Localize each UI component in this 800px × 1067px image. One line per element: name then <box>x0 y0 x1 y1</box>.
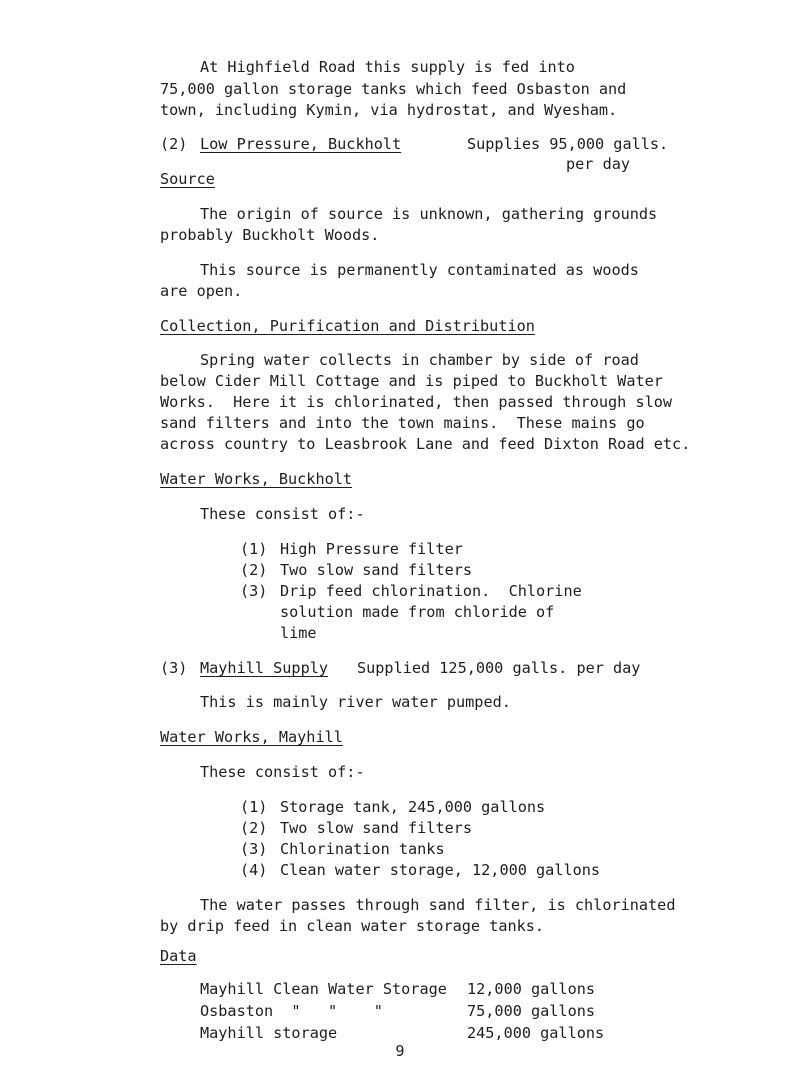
collection-line-2: below Cider Mill Cottage and is piped to Buckholt Water <box>160 372 663 390</box>
collection-line-3: Works. Here it is chlorinated, then passed through slow <box>160 393 673 411</box>
data-row-label: Mayhill Clean Water Storage <box>200 980 447 998</box>
mayhill-passes-line-2: by drip feed in clean water storage tanks. <box>160 917 545 935</box>
origin-line-1: The origin of source is unknown, gathering grounds <box>200 205 658 223</box>
buckholt-item-number: (1) <box>240 540 268 558</box>
intro-line-1: At Highfield Road this supply is fed into <box>200 58 575 76</box>
buckholt-heading: Low Pressure, Buckholt <box>200 135 402 153</box>
buckholt-item-number: (3) <box>240 582 268 600</box>
buckholt-item-3-continued: solution made from chloride of <box>280 603 555 621</box>
mayhill-item-text: Two slow sand filters <box>280 819 473 837</box>
collection-line-1: Spring water collects in chamber by side of road <box>200 351 639 369</box>
mayhill-item-number: (1) <box>240 798 268 816</box>
mayhill-works-heading: Water Works, Mayhill <box>160 728 343 746</box>
intro-line-3: town, including Kymin, via hydrostat, and Wyesham. <box>160 101 618 119</box>
mayhill-item-number: (2) <box>240 819 268 837</box>
collection-heading: Collection, Purification and Distribution <box>160 317 535 335</box>
mayhill-river-note: This is mainly river water pumped. <box>200 693 511 711</box>
data-row-value: 12,000 gallons <box>467 980 596 998</box>
source-label: Source <box>160 170 215 188</box>
buckholt-item-text: High Pressure filter <box>280 540 463 558</box>
buckholt-item-number: (2) <box>240 561 268 579</box>
mayhill-consist: These consist of:- <box>200 763 365 781</box>
data-heading: Data <box>160 947 197 965</box>
collection-line-4: sand filters and into the town mains. These mains go <box>160 414 645 432</box>
buckholt-item-text: Two slow sand filters <box>280 561 473 579</box>
contamination-line-2: are open. <box>160 282 243 300</box>
mayhill-item-text: Chlorination tanks <box>280 840 445 858</box>
mayhill-item-number: (3) <box>240 840 268 858</box>
intro-line-2: 75,000 gallon storage tanks which feed Osbaston and <box>160 80 627 98</box>
section-number-buckholt: (2) <box>160 135 188 153</box>
mayhill-heading: Mayhill Supply <box>200 659 329 677</box>
buckholt-supply-per-day: per day <box>566 155 631 173</box>
mayhill-item-text: Storage tank, 245,000 gallons <box>280 798 546 816</box>
origin-line-2: probably Buckholt Woods. <box>160 226 380 244</box>
buckholt-supply: Supplies 95,000 galls. <box>467 135 669 153</box>
mayhill-item-text: Clean water storage, 12,000 gallons <box>280 861 601 879</box>
data-row-value: 75,000 gallons <box>467 1002 596 1020</box>
data-row-value: 245,000 gallons <box>467 1024 605 1042</box>
buckholt-works-heading: Water Works, Buckholt <box>160 470 353 488</box>
mayhill-supply: Supplied 125,000 galls. per day <box>357 659 641 677</box>
mayhill-item-number: (4) <box>240 861 268 879</box>
mayhill-passes-line-1: The water passes through sand filter, is chlorinated <box>200 896 676 914</box>
collection-line-5: across country to Leasbrook Lane and feed Dixton Road etc. <box>160 435 691 453</box>
data-row-label: Osbaston " " " <box>200 1002 383 1020</box>
buckholt-item-3-continued-2: lime <box>280 624 317 642</box>
section-number-mayhill: (3) <box>160 659 188 677</box>
data-row-label: Mayhill storage <box>200 1024 338 1042</box>
buckholt-consist: These consist of:- <box>200 505 365 523</box>
contamination-line-1: This source is permanently contaminated as woods <box>200 261 639 279</box>
buckholt-item-text: Drip feed chlorination. Chlorine <box>280 582 582 600</box>
page-number: 9 <box>395 1042 405 1060</box>
